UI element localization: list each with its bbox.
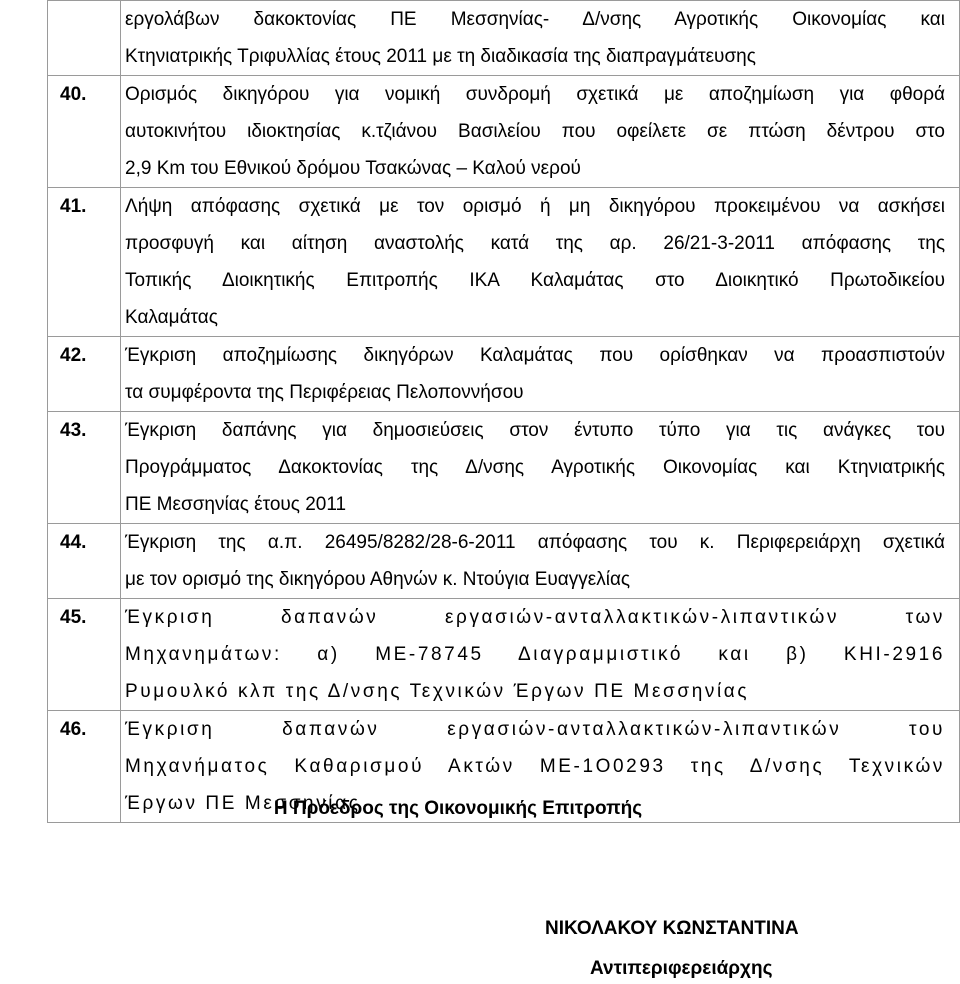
item-number-cell: [48, 337, 121, 412]
item-number: 43.: [60, 420, 87, 441]
agenda-row: [48, 337, 960, 412]
agenda-row: [48, 188, 960, 337]
item-number: 44.: [60, 532, 87, 553]
item-number: 46.: [60, 719, 87, 740]
item-line: Τοπικής Διοικητικής Επιτροπής ΙΚΑ Καλαμάτας στο Διοικητικό Πρωτοδικείου: [125, 270, 945, 291]
item-line: Έγκριση δαπανών εργασιών-ανταλλακτικών-λιπαντικών του: [125, 719, 945, 740]
item-line: 2,9 Km του Εθνικού δρόμου Τσακώνας – Καλού νερού: [125, 158, 581, 179]
signature-name: ΝΙΚΟΛΑΚΟΥ ΚΩΝΣΤΑΝΤΙΝΑ: [545, 918, 799, 939]
agenda-row: [48, 1, 960, 76]
item-line: Προγράμματος Δακοκτονίας της Δ/νσης Αγροτικής Οικονομίας και Κτηνιατρικής: [125, 457, 945, 478]
item-line: εργολάβων δακοκτονίας ΠΕ Μεσσηνίας- Δ/νσης Αγροτικής Οικονομίας και: [125, 9, 945, 30]
item-line: με τον ορισμό της δικηγόρου Αθηνών κ. Ντούγια Ευαγγελίας: [125, 569, 631, 590]
item-number-cell: [48, 76, 121, 188]
agenda-row: [48, 76, 960, 188]
item-number: 41.: [60, 196, 87, 217]
item-line: Ρυμουλκό κλπ της Δ/νσης Τεχνικών Έργων ΠΕ Μεσσηνίας: [125, 681, 750, 702]
item-line: Λήψη απόφασης σχετικά με τον ορισμό ή μη δικηγόρου προκειμένου να ασκήσει: [125, 196, 945, 217]
item-line: Έγκριση αποζημίωσης δικηγόρων Καλαμάτας που ορίσθηκαν να προασπιστούν: [125, 345, 945, 366]
item-number-cell: [48, 188, 121, 337]
item-number: 45.: [60, 607, 87, 628]
signature-role: Αντιπεριφερειάρχης: [590, 958, 773, 979]
item-text-cell: [121, 188, 960, 337]
item-line: τα συμφέροντα της Περιφέρειας Πελοποννήσου: [125, 382, 524, 403]
item-text-cell: [121, 1, 960, 76]
item-line: Κτηνιατρικής Τριφυλλίας έτους 2011 με τη διαδικασία της διαπραγμάτευσης: [125, 46, 756, 67]
item-text-cell: [121, 524, 960, 599]
item-number-cell: [48, 599, 121, 711]
item-line: Έγκριση της α.π. 26495/8282/28-6-2011 απόφασης του κ. Περιφερειάρχη σχετικά: [125, 532, 945, 553]
item-line: προσφυγή και αίτηση αναστολής κατά της αρ. 26/21-3-2011 απόφασης της: [125, 233, 945, 254]
item-number: 40.: [60, 84, 87, 105]
item-line: αυτοκινήτου ιδιοκτησίας κ.τζιάνου Βασιλείου που οφείλετε σε πτώση δέντρου στο: [125, 121, 945, 142]
item-number-cell: [48, 412, 121, 524]
agenda-row: [48, 599, 960, 711]
item-number: 42.: [60, 345, 87, 366]
item-text-cell: [121, 337, 960, 412]
agenda-row: [48, 412, 960, 524]
signature-title: Η Πρόεδρος της Οικονομικής Επιτροπής: [273, 798, 643, 819]
item-line: Έγκριση δαπανών εργασιών-ανταλλακτικών-λιπαντικών των: [125, 607, 945, 628]
item-line: Καλαμάτας: [125, 307, 218, 328]
agenda-table: [47, 0, 960, 823]
item-number-cell: [48, 1, 121, 76]
item-text-cell: [121, 76, 960, 188]
item-line: ΠΕ Μεσσηνίας έτους 2011: [125, 494, 347, 515]
item-number: [60, 1, 120, 38]
item-line: Μηχανήματος Καθαρισμού Ακτών ΜΕ-1Ο0293 της Δ/νσης Τεχνικών: [125, 756, 945, 777]
item-line: Ορισμός δικηγόρου για νομική συνδρομή σχετικά με αποζημίωση για φθορά: [125, 84, 945, 105]
agenda-row: [48, 524, 960, 599]
item-line: Έγκριση δαπάνης για δημοσιεύσεις στον έντυπο τύπο για τις ανάγκες του: [125, 420, 945, 441]
item-text-cell: [121, 599, 960, 711]
item-text-cell: [121, 412, 960, 524]
item-number-cell: [48, 524, 121, 599]
item-number-cell: [48, 711, 121, 823]
item-line: Μηχανημάτων: α) ΜΕ-78745 Διαγραμμιστικό και β) ΚΗΙ-2916: [125, 644, 945, 665]
item-line: Έργων ΠΕ Μεσσηνίας: [125, 793, 361, 814]
